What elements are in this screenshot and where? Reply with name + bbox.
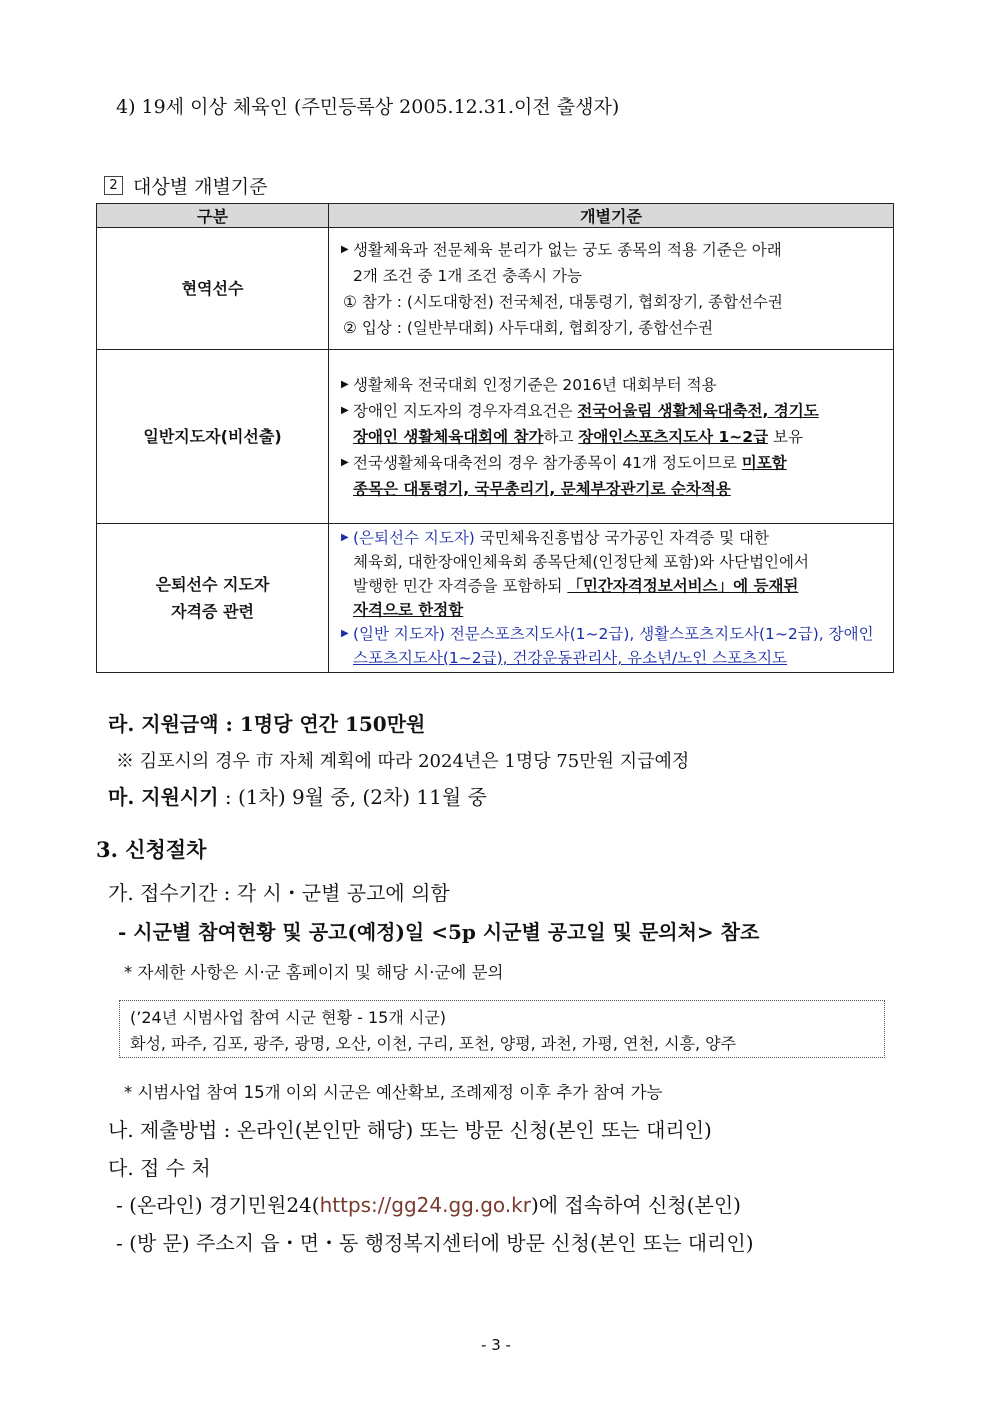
submission-visit: - (방 문) 주소지 읍・면・동 행정복지센터에 방문 신청(본인 또는 대리인) <box>116 1231 754 1255</box>
bullet-item <box>341 450 885 502</box>
row-details <box>329 350 894 524</box>
application-period: 가. 접수기간 : 각 시・군별 공고에 의함 <box>108 881 450 905</box>
condition-participation: ① 참가 : (시도대항전) 전국체전, 대통령기, 협회장기, 종합선수권 <box>343 292 783 311</box>
bullet-text: 체육회, 대한장애인체육회 종목단체(인정단체 포함)와 사단법인에서 <box>353 553 809 571</box>
category-line: 은퇴선수 지도자 <box>155 575 270 594</box>
condition-award: ② 입상 : (일반부대회) 사두대회, 협회장기, 종합선수권 <box>343 318 714 337</box>
underlined-text: 스포츠지도사(1~2급), 건강운동관리사, 유소년/노인 스포츠지도 <box>353 649 788 667</box>
row-details <box>329 524 894 673</box>
table-row-active-athlete <box>97 228 894 350</box>
page-number: - 3 - <box>481 1336 511 1354</box>
section-2-title: 대상별 개별기준 <box>133 176 268 198</box>
pilot-city-list: 화성, 파주, 김포, 광주, 광명, 오산, 이천, 구리, 포천, 양평, 과천, 가평, 연천, 시흥, 양주 <box>130 1034 737 1053</box>
pilot-cities-box <box>119 1000 885 1058</box>
gg24-link[interactable]: https://gg24.gg.go.kr <box>319 1193 531 1217</box>
continuation-text: 2개 조건 중 1개 조건 충족시 가능 <box>353 266 582 285</box>
bullet-item <box>341 372 885 398</box>
support-amount-note: ※ 김포시의 경우 市 자체 계획에 따라 2024년은 1명당 75만원 지급예정 <box>116 751 690 772</box>
underlined-text: 장애인스포츠지도사 1~2급 <box>578 427 769 446</box>
bullet-text: 생활체육 전국대회 인정기준은 2016년 대회부터 적용 <box>353 375 717 394</box>
header-criteria: 개별기준 <box>329 204 894 228</box>
submission-method: 나. 제출방법 : 온라인(본인만 해당) 또는 방문 신청(본인 또는 대리인) <box>108 1118 712 1142</box>
bullet-text: 전국생활체육대축전의 경우 참가종목이 41개 정도이므로 <box>353 453 742 472</box>
timing-value: : (1차) 9월 중, (2차) 11월 중 <box>218 785 487 809</box>
bullet-label: (은퇴선수 지도자) <box>353 529 475 547</box>
application-period-detail: - 시군별 참여현황 및 공고(예정)일 <5p 시군별 공고일 및 문의처> 참조 <box>118 920 760 944</box>
underlined-text: 「민간자격정보서비스」에 등재된 <box>567 577 799 595</box>
underlined-text: 종목은 대통령기, 국무총리기, 문체부장관기로 순차적용 <box>353 479 731 498</box>
online-text: )에 접속하여 신청(본인) <box>530 1193 741 1217</box>
bullet-marker-icon: ▶ <box>341 532 349 543</box>
header-category: 구분 <box>97 204 329 228</box>
row-category <box>97 524 329 673</box>
bullet-item <box>341 526 885 622</box>
submission-online <box>116 1189 741 1218</box>
bullet-text: 하고 <box>543 427 579 446</box>
bullet-item <box>341 622 885 670</box>
row-category: 현역선수 <box>97 228 329 350</box>
bullet-marker-icon: ▶ <box>341 378 349 390</box>
support-timing-heading <box>108 781 487 810</box>
underlined-text: 미포함 <box>741 453 787 472</box>
underlined-text: 자격으로 한정함 <box>353 601 464 619</box>
underlined-text: 장애인 생활체육대회에 참가 <box>353 427 544 446</box>
table-header-row <box>97 204 894 228</box>
row-details <box>329 228 894 350</box>
section-3-title: 3. 신청절차 <box>96 837 207 862</box>
asterisk-note-1: * 자세한 사항은 시·군 홈페이지 및 해당 시·군에 문의 <box>124 963 504 982</box>
table-row-general-instructor <box>97 350 894 524</box>
table-row-retired-athlete <box>97 524 894 673</box>
online-text: - (온라인) 경기민원24( <box>116 1193 320 1217</box>
asterisk-note-2: * 시범사업 참여 15개 이외 시군은 예산확보, 조례제정 이후 추가 참여 가능 <box>124 1083 663 1102</box>
bullet-item <box>341 237 885 263</box>
criteria-table <box>96 203 894 673</box>
bullet-marker-icon: ▶ <box>341 628 349 639</box>
underlined-text: 전국어울림 생활체육대축전, 경기도 <box>577 401 819 420</box>
section-2-heading <box>104 172 268 199</box>
bullet-text: 보유 <box>768 427 803 446</box>
timing-label: 마. 지원시기 <box>108 785 219 809</box>
bullet-text: 생활체육과 전문체육 분리가 없는 궁도 종목의 적용 기준은 아래 <box>353 240 782 259</box>
category-line: 자격증 관련 <box>171 602 254 621</box>
bullet-text: (일반 지도자) 전문스포츠지도사(1~2급), 생활스포츠지도사(1~2급), 장애인 <box>353 625 874 643</box>
bullet-item <box>341 398 885 450</box>
bullet-text: 국민체육진흥법상 국가공인 자격증 및 대한 <box>474 529 769 547</box>
bullet-marker-icon: ▶ <box>341 404 349 416</box>
bullet-text: 발행한 민간 자격증을 포함하되 <box>353 577 568 595</box>
pilot-box-title: (’24년 시범사업 참여 시군 현황 - 15개 시군) <box>130 1008 447 1027</box>
support-amount-heading: 라. 지원금액 : 1명당 연간 150만원 <box>108 712 426 736</box>
section-number-box: 2 <box>104 176 123 195</box>
bullet-marker-icon: ▶ <box>341 243 349 255</box>
row-category: 일반지도자(비선출) <box>97 350 329 524</box>
bullet-marker-icon: ▶ <box>341 456 349 468</box>
submission-place-heading: 다. 접 수 처 <box>108 1156 211 1180</box>
intro-item-4: 4) 19세 이상 체육인 (주민등록상 2005.12.31.이전 출생자) <box>116 96 620 118</box>
bullet-text: 장애인 지도자의 경우자격요건은 <box>353 401 578 420</box>
